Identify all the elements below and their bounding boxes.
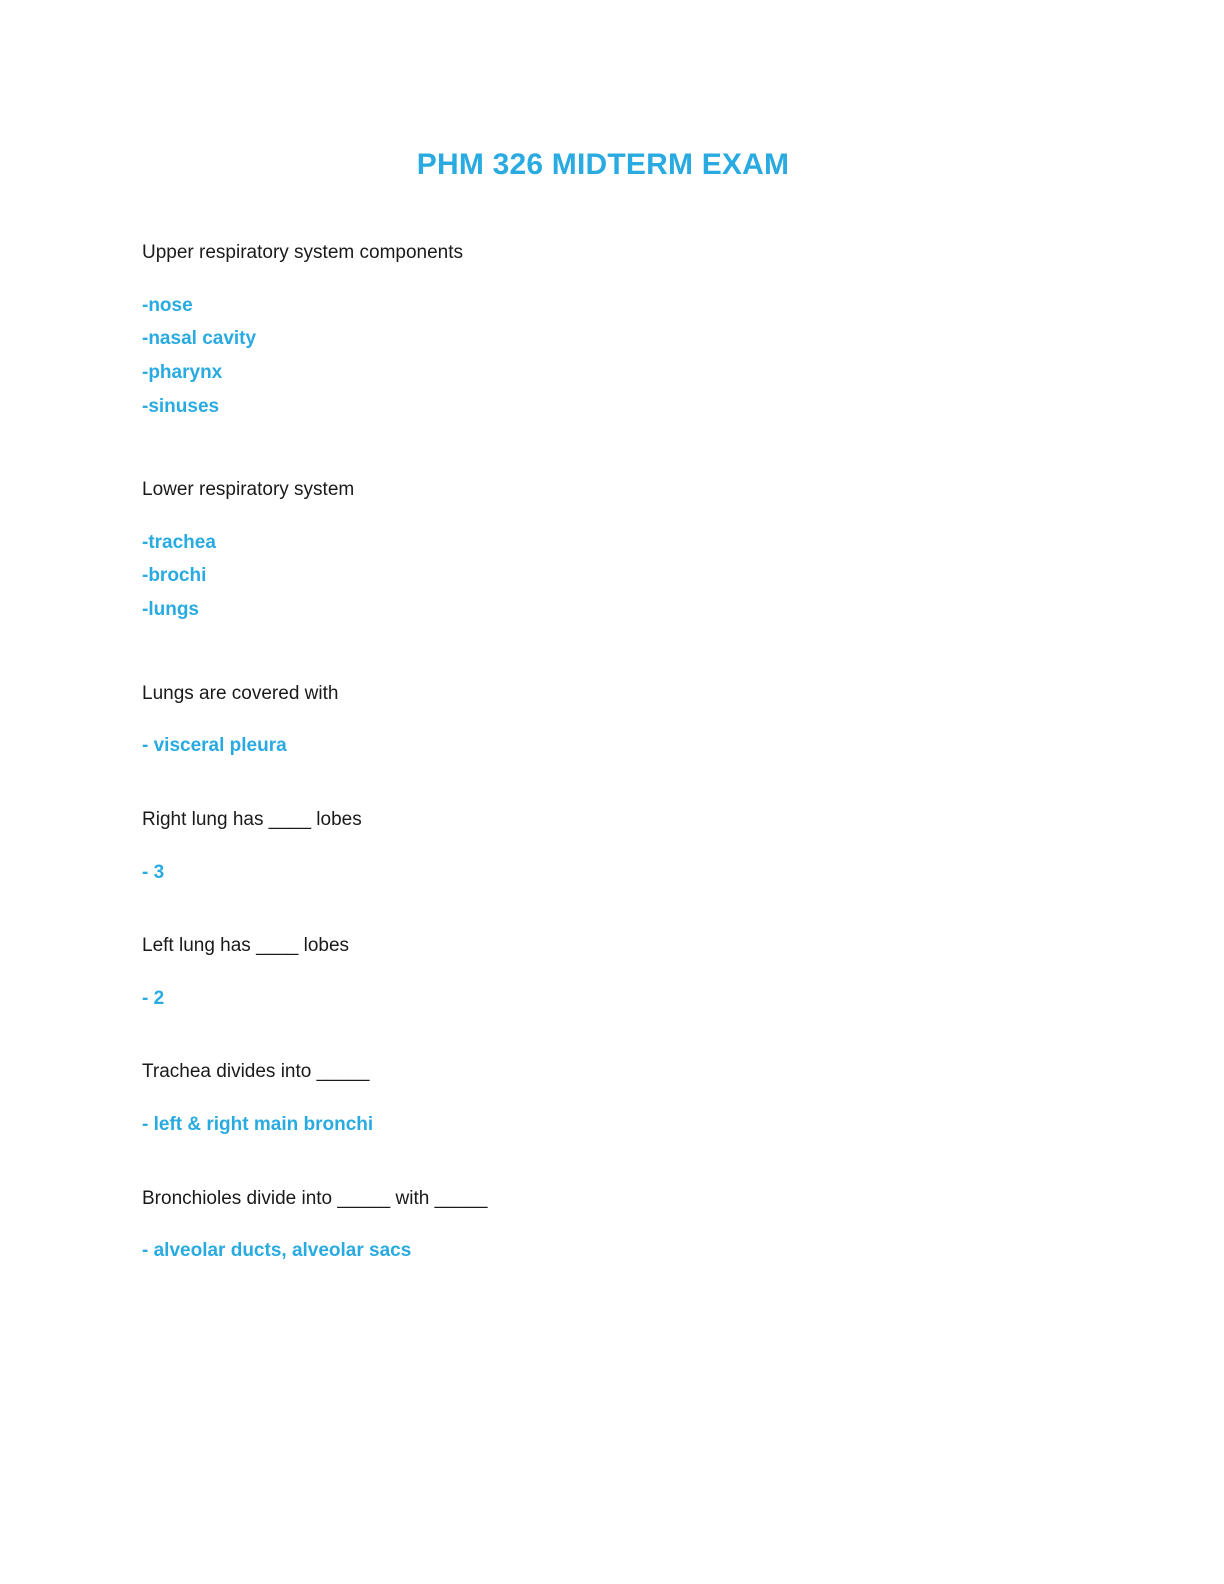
answer-text: - 3	[142, 861, 165, 883]
answer-text: - visceral pleura	[142, 735, 287, 757]
answer-text: - left & right main bronchi	[142, 1113, 374, 1135]
question-text: Left lung has ____ lobes	[142, 935, 350, 957]
qa-block	[142, 240, 1104, 419]
question-text: Lungs are covered with	[142, 682, 339, 704]
block-spacer	[142, 457, 1104, 477]
qa-block	[142, 1059, 1104, 1137]
answer-text: -sinuses	[142, 395, 220, 417]
block-spacer	[142, 661, 1104, 681]
answer-text: -trachea	[142, 531, 216, 553]
qa-block	[142, 681, 1104, 759]
answer-group	[142, 530, 1104, 623]
page-title: PHM 326 MIDTERM EXAM	[416, 148, 790, 181]
question-text: Lower respiratory system	[142, 479, 355, 501]
answer-text: -lungs	[142, 599, 199, 621]
question-text: Upper respiratory system components	[142, 242, 464, 263]
answer-group	[142, 733, 1104, 759]
answer-text: -nose	[142, 294, 193, 316]
answer-group	[142, 860, 1104, 886]
answer-text: -nasal cavity	[142, 328, 257, 350]
question-text: Trachea divides into _____	[142, 1061, 370, 1083]
answer-group	[142, 1112, 1104, 1138]
document-body	[142, 182, 1104, 1264]
qa-block	[142, 1186, 1104, 1264]
qa-block	[142, 933, 1104, 1011]
answer-text: -pharynx	[142, 361, 223, 383]
answer-group	[142, 1238, 1104, 1264]
answer-text: - alveolar ducts, alveolar sacs	[142, 1240, 412, 1262]
answer-group	[142, 986, 1104, 1012]
answer-text: - 2	[142, 987, 165, 1009]
question-text: Right lung has ____ lobes	[142, 808, 362, 830]
answer-group	[142, 293, 1104, 420]
answer-text: -brochi	[142, 565, 207, 587]
qa-block	[142, 477, 1104, 623]
qa-block	[142, 807, 1104, 885]
question-text: Bronchioles divide into _____ with _____	[142, 1187, 488, 1209]
